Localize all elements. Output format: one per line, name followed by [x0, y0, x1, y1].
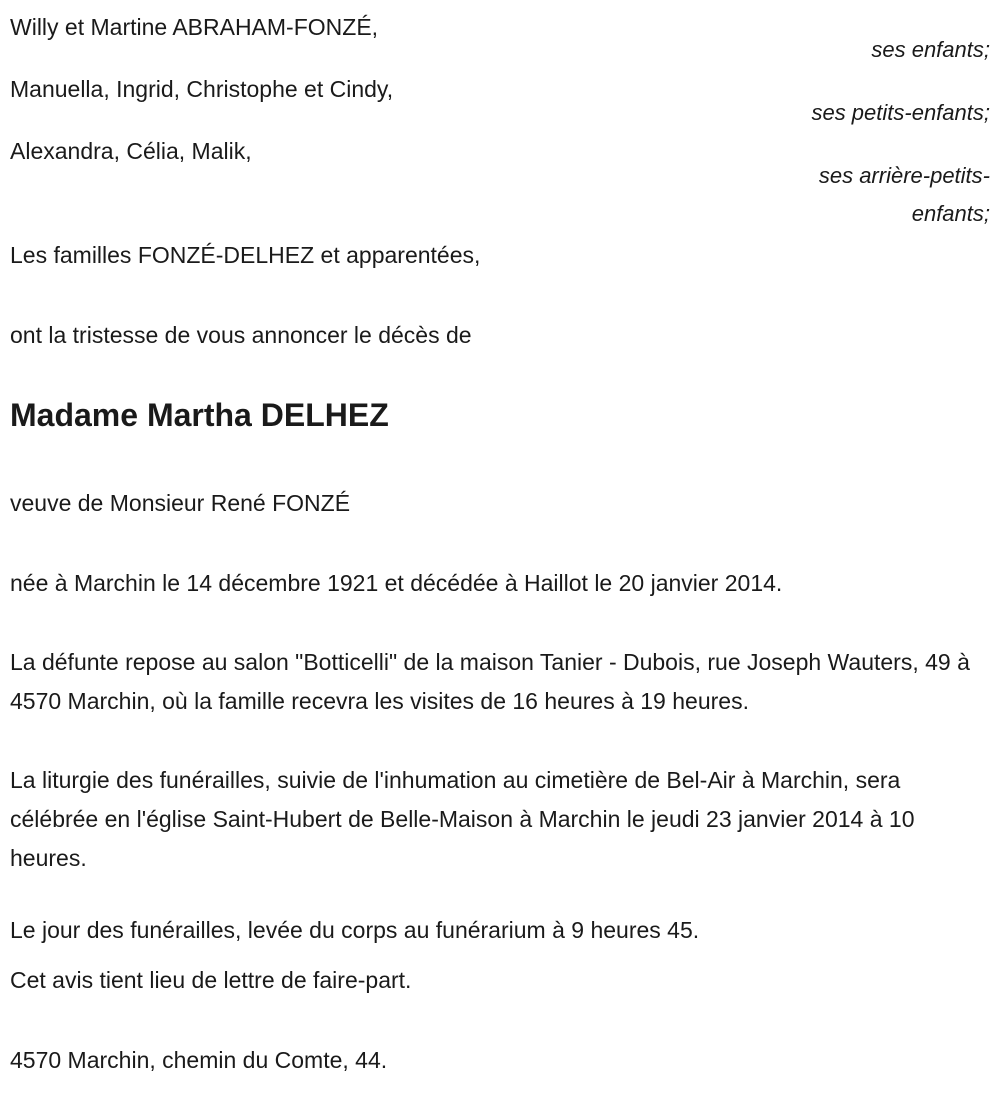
visitation-paragraph: La défunte repose au salon "Botticelli" de la maison Tanier - Dubois, rue Joseph Wauters, 49 à 4570 Marchin, où la famille recevra les visites de 16 heures à 19 heures.	[10, 649, 970, 714]
deceased-name: Madame Martha DELHEZ	[10, 397, 389, 433]
family-greatgrandchildren-relation-1: ses arrière-petits-	[818, 163, 990, 188]
family-grandchildren-relation: ses petits-enfants;	[811, 100, 990, 125]
families-line: Les familles FONZÉ-DELHEZ et apparentées,	[10, 242, 481, 268]
widow-of: veuve de Monsieur René FONZÉ	[10, 490, 351, 516]
notice-paragraph: Cet avis tient lieu de lettre de faire-part.	[10, 967, 412, 993]
family-greatgrandchildren-relation-2: enfants;	[911, 201, 990, 226]
family-grandchildren-names: Manuella, Ingrid, Christophe et Cindy,	[10, 76, 394, 102]
birth-death-paragraph: née à Marchin le 14 décembre 1921 et décédée à Haillot le 20 janvier 2014.	[10, 570, 783, 596]
family-greatgrandchildren-names: Alexandra, Célia, Malik,	[10, 138, 252, 164]
family-children-names: Willy et Martine ABRAHAM-FONZÉ,	[10, 14, 379, 40]
address: 4570 Marchin, chemin du Comte, 44.	[10, 1047, 388, 1073]
announcement: ont la tristesse de vous annoncer le décès de	[10, 322, 472, 348]
funeral-paragraph: La liturgie des funérailles, suivie de l'inhumation au cimetière de Bel-Air à Marchin, sera célébrée en l'église Saint-Hubert de Belle-Maison à Marchin le jeudi 23 janvier 2014 à 10 heures.	[10, 767, 915, 871]
removal-paragraph: Le jour des funérailles, levée du corps au funérarium à 9 heures 45.	[10, 917, 700, 943]
family-children-relation: ses enfants;	[871, 37, 990, 62]
